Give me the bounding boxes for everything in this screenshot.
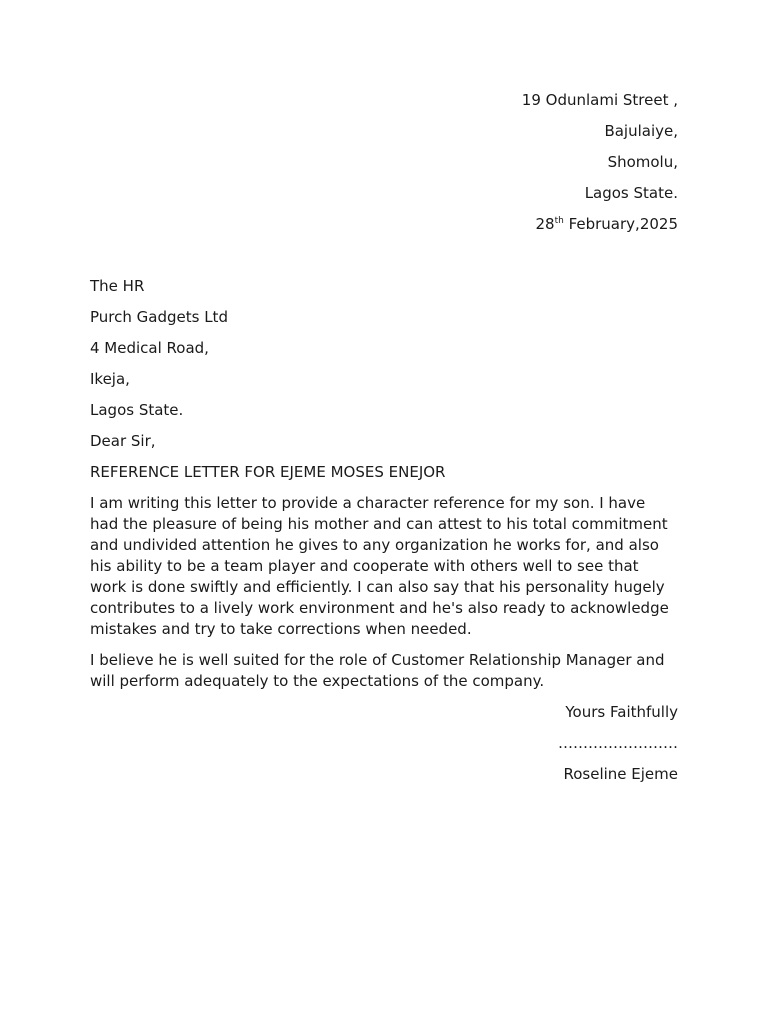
salutation: Dear Sir, — [90, 432, 156, 450]
body-paragraph-1: I am writing this letter to provide a character reference for my son. I have had the pleasure of being his mother and can attest to his total commitment and undivided attention he gives to any organization he works for, and also his ability to be a team player and cooperate with others well to see that work is done swiftly and efficiently. I can also say that his personality hugely contributes to a lively work environment and he's also ready to acknowledge mistakes and try to take corrections when needed. — [90, 494, 669, 638]
sender-address-line-1: 19 Odunlami Street , — [521, 91, 678, 109]
recipient-line-4: Ikeja, — [90, 370, 130, 388]
date-suffix: th — [554, 216, 564, 226]
body-paragraph-2: I believe he is well suited for the role of Customer Relationship Manager and will perform adequately to the expectations of the company. — [90, 651, 665, 690]
recipient-line-5: Lagos State. — [90, 401, 184, 419]
sender-address-line-2: Bajulaiye, — [604, 122, 678, 140]
recipient-line-1: The HR — [90, 277, 145, 295]
recipient-line-3: 4 Medical Road, — [90, 339, 209, 357]
recipient-line-2: Purch Gadgets Ltd — [90, 308, 228, 326]
signature-line: …………………… — [558, 734, 678, 752]
signatory-name: Roseline Ejeme — [563, 765, 678, 783]
subject-line: REFERENCE LETTER FOR EJEME MOSES ENEJOR — [90, 463, 446, 481]
spacer — [90, 245, 678, 276]
sender-address-line-3: Shomolu, — [607, 153, 678, 171]
letter-date — [90, 214, 678, 235]
sender-address-line-4: Lagos State. — [584, 184, 678, 202]
date-month-year: February,2025 — [563, 215, 678, 233]
valediction: Yours Faithfully — [565, 703, 678, 721]
date-day: 28 — [535, 215, 555, 233]
letter-content — [90, 90, 678, 795]
